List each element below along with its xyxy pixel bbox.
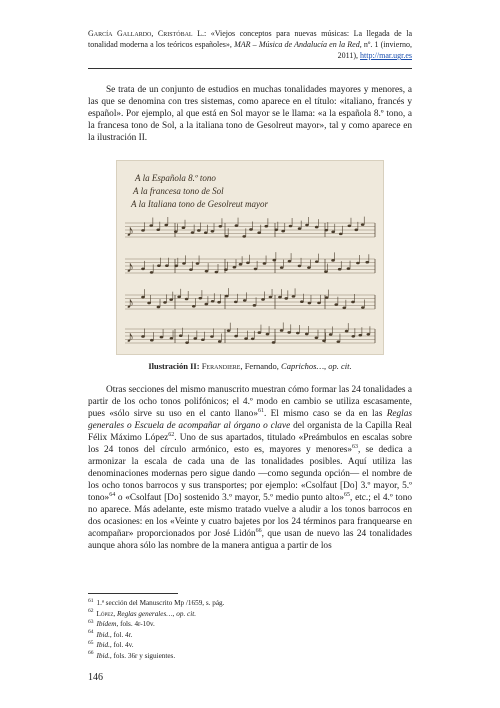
page-number: 146 [88,672,103,683]
footnote-62 [88,609,412,620]
footnote-tail: , fol. 4v. [109,641,134,649]
svg-text:♪: ♪ [126,223,134,240]
footnote-italic: Ibid. [96,630,110,639]
footnote-ref-61[interactable]: 61 [257,407,264,414]
footnote-63 [88,619,412,630]
reglas-title: Reglas generales o Escuela de acompañar al órgano o clave [88,409,412,431]
figure-caption [88,361,412,371]
manuscript-line-3: A la Italiana tono de Gesolreut mayor [131,199,268,209]
header-citation: : «Viejos conceptos para nuevas músicas: La llegada de la tonalidad moderna a los teóricos españoles», [88,29,412,49]
manuscript-line-2: A la francesa tono de Sol [133,186,224,196]
caption-label: Ilustración II: [148,361,200,371]
footnote-number: 62 [88,608,94,615]
footnote-ref-66[interactable]: 66 [255,527,262,534]
manuscript-figure [116,160,384,355]
footnote-65 [88,640,412,651]
footnotes [88,598,412,661]
caption-author: Ferandiere [201,361,241,371]
header-divider [88,68,412,69]
paragraph-intro: Se trata de un conjunto de estudios en muchas tonalidades mayores y menores, a las que se denomina con tres sistemas, como aparece en el título: «italiano, francés y español». Por ejemplo, al que está en Sol mayor se le llama: «a la española 8.º tono, a la francesa tono de Sol, a la italiana tono de Gesolreut mayor», tal y como aparece en la ilustración II. [88,85,412,143]
footnote-number: 65 [88,639,94,646]
header-url-link[interactable]: http://mar.ugr.es [360,51,412,60]
svg-text:♪: ♪ [126,295,134,312]
header-author: García Gallardo, Cristóbal L. [88,29,204,38]
header-issue: , nº. 1 (invierno, 2011), [337,40,412,60]
footnote-ref-64[interactable]: 64 [109,491,116,498]
footnote-text: López, [96,609,117,618]
footnote-ref-63[interactable]: 63 [352,443,359,450]
footnote-number: 63 [88,618,94,625]
paragraph-main-text-8: , que usan de nuevo las 24 tonalidades aunque ahora sólo las nombre de la manera antigua a partir de los [88,529,412,551]
footnote-number: 61 [88,597,94,604]
footnote-tail: , fols. 36r y siguientes. [109,651,176,660]
footnote-61 [88,598,412,609]
footnote-italic: Reglas generales…, op. cit. [116,609,197,618]
footnote-64 [88,630,412,641]
paragraph-main-text-6: o «Csolfaut [Do] sostenido 3.º mayor, 5.º medio punto alto» [115,493,345,503]
footnote-text: 1.ª sección del Manuscrito Mp /1659, s. pág. [96,599,225,607]
footnote-divider [88,593,178,594]
manuscript-line-1: A la Española 8.º tono [135,173,216,183]
caption-title: Caprichos… [281,361,325,371]
manuscript-image [117,161,383,354]
paragraph-main [88,384,412,552]
svg-text:♪: ♪ [126,259,134,276]
paragraph-main-text-5: , se dedica a armonizar la escala de cada una de las tonalidades posibles. Aquí utiliza las denominaciones modernas pero sigue dando —como segunda opción— el nombre de los ocho tonos barrocos y sus transportes; por ejemplo: «Csolfaut [Do] 3.º mayor, 5.º tono» [88,445,413,503]
footnote-ref-62[interactable]: 62 [168,431,175,438]
paragraph-main-text-3: del organista de la Capilla Real Félix Máximo López [88,421,412,443]
svg-text:♪: ♪ [126,329,134,346]
paragraph-main-text-4: . Uno de sus apartados, titulado «Preámbulos en escalas sobre los 24 tonos del círculo armónico, esto es, mayores y menores» [88,433,412,455]
header-journal: MAR – Música de Andalucía en la Red [234,40,360,49]
paragraph-main-text-2: . El mismo caso se da en las [263,409,387,419]
footnote-number: 66 [88,650,94,657]
footnote-ref-65[interactable]: 65 [344,491,351,498]
footnote-tail: , fols. 4r-10v. [116,620,155,628]
footnote-italic: Ibídem [96,620,117,628]
paragraph-main-text-7: , etc.; el 4.º tono no aparece. Más adelante, este mismo tratado vuelve a aludir a los tonos barrocos en dos ocasiones: en los «Veinte y cuatro bajetes por los 24 términos para franquearse en acompañar» proporcionados por José Lidón [88,493,412,539]
caption-sep: , [324,361,329,371]
caption-ref: op. cit. [328,361,352,371]
music-staves [125,217,375,346]
footnote-italic: Ibid. [96,641,110,649]
footnote-number: 64 [88,629,94,636]
caption-first: , Fernando, [240,361,282,371]
footnote-66 [88,651,412,662]
footnote-italic: Ibid. [96,651,110,660]
running-header [88,28,412,61]
footnote-tail: , fol. 4r. [109,630,133,639]
paragraph-main-text-1: Otras secciones del mismo manuscrito muestran cómo formar las 24 tonalidades a partir de los ocho tonos polifónicos; el 4.º modo en cambio se utiliza escasamente, pues «sólo sirve su uso en el canto llano» [88,385,412,419]
